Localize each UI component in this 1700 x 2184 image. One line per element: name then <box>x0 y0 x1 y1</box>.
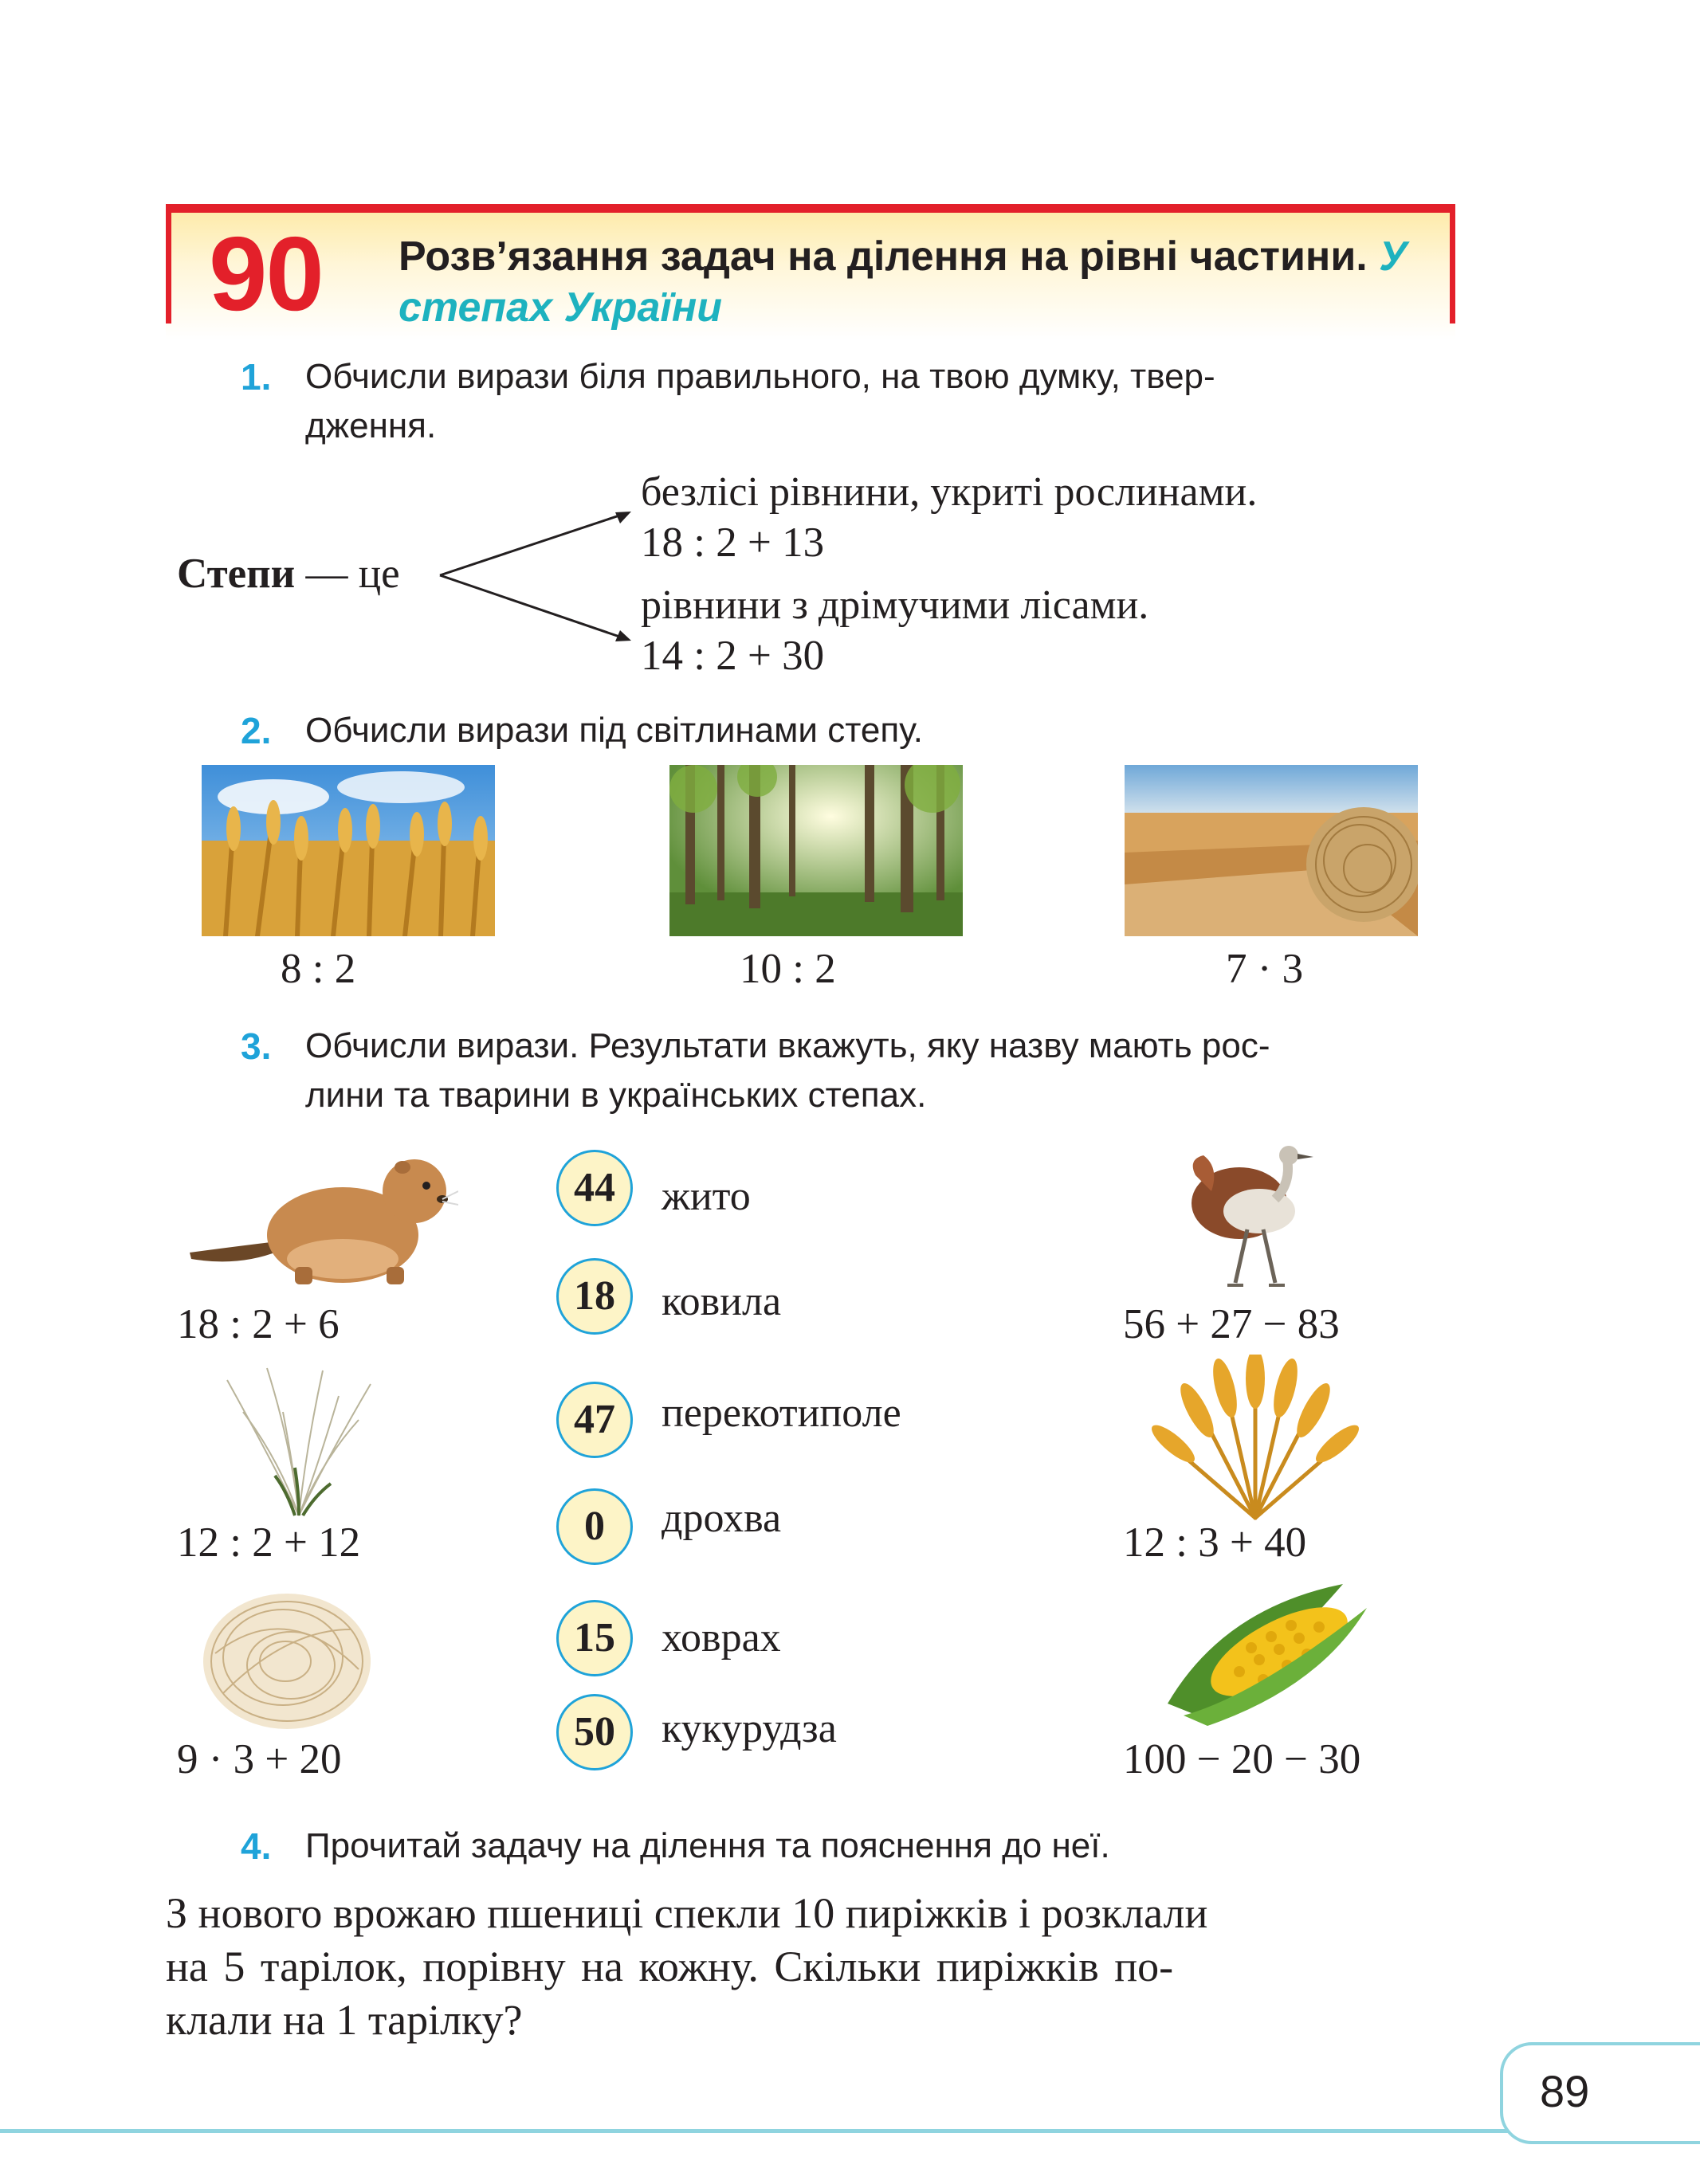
answer-word-kovyla: ковила <box>662 1279 782 1324</box>
task3-number: 3. <box>241 1025 272 1067</box>
right-expression-1: 56 + 27 − 83 <box>1123 1301 1340 1347</box>
task1-subject: Степи <box>177 551 296 597</box>
task3-line2: лини та тварини в українських степах. <box>305 1076 927 1115</box>
right-expression-3: 100 − 20 − 30 <box>1123 1736 1361 1782</box>
forest-photo <box>669 765 963 936</box>
task4-problem-line1: З нового врожаю пшениці спекли 10 пиріжків і розклали <box>166 1889 1208 1937</box>
lesson-subtitle: У степах України <box>398 233 1408 331</box>
task1-option2-expression: 14 : 2 + 30 <box>641 633 825 679</box>
answer-circle-15: 15 <box>556 1600 633 1676</box>
arrow-head-down <box>615 630 631 641</box>
steppe-tumbleweed-photo <box>1125 765 1418 936</box>
left-expression-3: 9 · 3 + 20 <box>177 1736 342 1782</box>
tumbleweed-icon <box>199 1582 375 1733</box>
answer-word-drokhva: дрохва <box>662 1496 782 1541</box>
answer-circle-0: 0 <box>556 1488 633 1565</box>
answer-word-perekotypole: перекотиполе <box>662 1390 901 1436</box>
answer-word-kukurudza: кукурудза <box>662 1706 837 1751</box>
header-right-border <box>1450 204 1455 323</box>
gopher-icon <box>183 1147 458 1287</box>
left-expression-1: 18 : 2 + 6 <box>177 1301 340 1347</box>
task1-connector: — це <box>305 551 400 597</box>
task4-problem-line2: на 5 тарілок, порівну на кожну. Скільки пиріжків по- <box>166 1943 1174 1990</box>
task1-arrows <box>430 502 638 653</box>
task4-problem-line3: клали на 1 тарілку? <box>166 1996 523 2044</box>
task1-option1-expression: 18 : 2 + 13 <box>641 520 825 566</box>
answer-word-khovrakh: ховрах <box>662 1615 781 1661</box>
answer-circle-47: 47 <box>556 1382 633 1458</box>
photo2-expression: 10 : 2 <box>740 946 836 992</box>
task1-text <box>305 352 1453 451</box>
task3-line1: Обчисли вирази. Результати вкажуть, яку назву мають рос- <box>305 1026 1270 1065</box>
photo3-expression: 7 · 3 <box>1226 946 1304 992</box>
header-left-border <box>166 204 171 323</box>
answer-word-zhyto: жито <box>662 1174 751 1219</box>
rye-icon <box>1148 1355 1363 1522</box>
lesson-title <box>398 231 1435 333</box>
lesson-title-text: Розв’язання задач на ділення на рівні частини. <box>398 233 1368 280</box>
task4-text: Прочитай задачу на ділення та пояснення до неї. <box>305 1826 1110 1865</box>
bustard-icon <box>1180 1143 1319 1299</box>
lesson-number: 90 <box>209 215 323 332</box>
answer-circle-44: 44 <box>556 1150 633 1226</box>
page-number: 89 <box>1540 2066 1590 2116</box>
task1-option2-text: рівнини з дрімучими лісами. <box>641 582 1149 628</box>
header-top-line <box>166 204 1455 213</box>
answer-circle-50: 50 <box>556 1694 633 1770</box>
task4-number: 4. <box>241 1825 272 1867</box>
photo1-expression: 8 : 2 <box>281 946 356 992</box>
arrow-line-down <box>440 575 626 639</box>
task1-line2: дження. <box>305 406 437 445</box>
arrow-line-up <box>440 513 626 575</box>
task1-option1-text: безлісі рівнини, укриті рослинами. <box>641 469 1258 515</box>
right-expression-2: 12 : 3 + 40 <box>1123 1519 1307 1566</box>
wheat-field-photo <box>202 765 495 936</box>
task1-subject-line <box>177 553 400 595</box>
task4-problem <box>166 1887 1457 2047</box>
corn-icon <box>1160 1576 1375 1727</box>
footer-line <box>0 2129 1700 2133</box>
task2-number: 2. <box>241 710 272 751</box>
task1-number: 1. <box>241 356 272 398</box>
page-number-tab <box>1500 2042 1700 2144</box>
task2-text: Обчисли вирази під світлинами степу. <box>305 711 924 750</box>
left-expression-2: 12 : 2 + 12 <box>177 1519 361 1566</box>
task1-line1: Обчисли вирази біля правильного, на твою думку, твер- <box>305 357 1215 396</box>
lesson-header <box>166 204 1455 339</box>
task3-text <box>305 1021 1453 1120</box>
arrow-head-up <box>615 512 631 523</box>
answer-circle-18: 18 <box>556 1258 633 1335</box>
feather-grass-icon <box>219 1364 379 1519</box>
